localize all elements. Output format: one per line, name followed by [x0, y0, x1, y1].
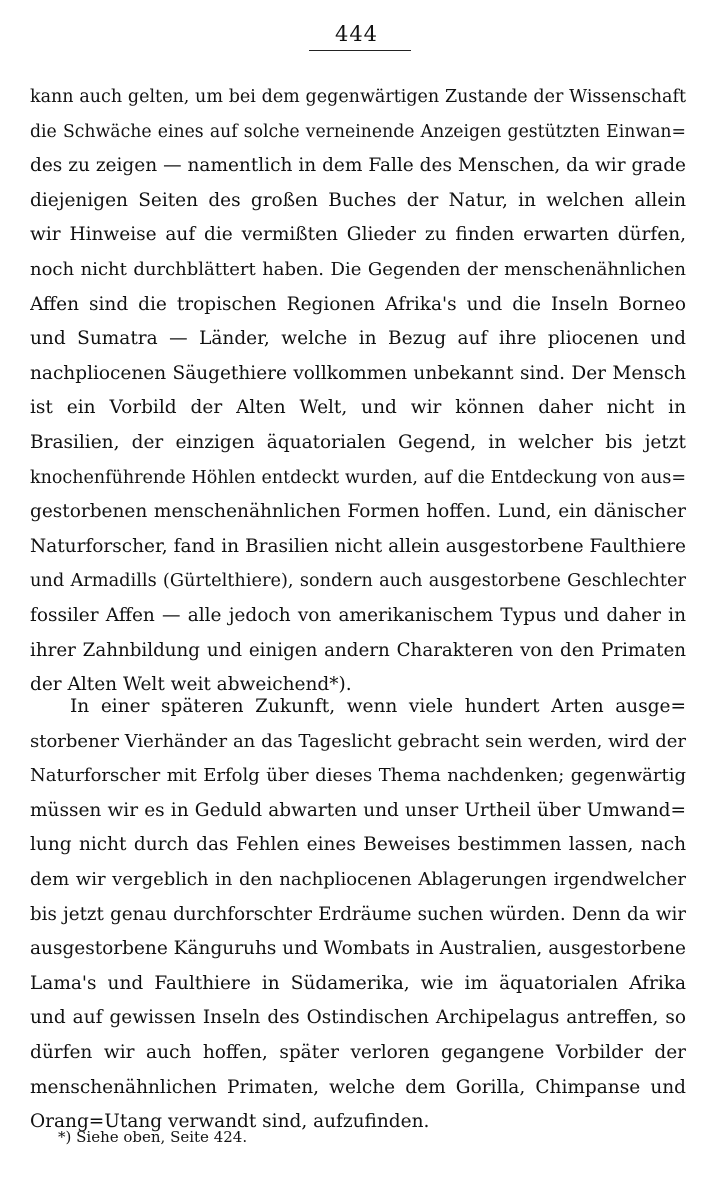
text-line: fossiler Affen — alle jedoch von amerikanischem Typus und daher in [30, 604, 686, 626]
text-line: nachpliocenen Säugethiere vollkommen unbekannt sind. Der Mensch [30, 362, 686, 384]
text-line: ihrer Zahnbildung und einigen andern Charakteren von den Primaten [30, 639, 686, 661]
text-line: noch nicht durchblättert haben. Die Gegenden der menschenähnlichen [30, 258, 686, 280]
text-line: der Alten Welt weit abweichend*). [30, 674, 352, 696]
text-line: ausgestorbene Känguruhs und Wombats in Australien, ausgestorbene [30, 938, 686, 960]
text-line: menschenähnlichen Primaten, welche dem Gorilla, Chimpanse und [30, 1076, 686, 1098]
text-line: die Schwäche eines auf solche verneinende Anzeigen gestützten Einwan= [30, 121, 686, 142]
paragraph-1 [30, 80, 686, 703]
text-line: In einer späteren Zukunft, wenn viele hundert Arten ausge= [70, 696, 686, 717]
text-line: dem wir vergeblich in den nachpliocenen Ablagerungen irgendwelcher [30, 868, 686, 890]
text-line: diejenigen Seiten des großen Buches der Natur, in welchen allein [30, 189, 686, 211]
page-number: 444 [334, 22, 379, 46]
text-line: Naturforscher, fand in Brasilien nicht allein ausgestorbene Faulthiere [30, 535, 686, 557]
text-line: ist ein Vorbild der Alten Welt, und wir können daher nicht in [30, 397, 686, 419]
text-line: des zu zeigen — namentlich in dem Falle des Menschen, da wir grade [30, 155, 686, 177]
text-line: Affen sind die tropischen Regionen Afrika's und die Inseln Borneo [30, 293, 686, 315]
text-line: Orang=Utang verwandt sind, aufzufinden. [30, 1111, 430, 1133]
text-line: dürfen wir auch hoffen, später verloren gegangene Vorbilder der [30, 1041, 686, 1063]
header-rule [309, 50, 411, 51]
text-line: knochenführende Höhlen entdeckt wurden, auf die Entdeckung von aus= [30, 467, 686, 488]
text-line: und auf gewissen Inseln des Ostindischen Archipelagus antreffen, so [30, 1007, 686, 1029]
text-line: gestorbenen menschenähnlichen Formen hoffen. Lund, ein dänischer [30, 501, 686, 523]
text-line: Brasilien, der einzigen äquatorialen Gegend, in welcher bis jetzt [30, 431, 686, 453]
text-line: Naturforscher mit Erfolg über dieses Thema nachdenken; gegenwärtig [30, 765, 686, 787]
text-line: storbener Vierhänder an das Tageslicht gebracht sein werden, wird der [30, 730, 686, 752]
text-line: bis jetzt genau durchforschter Erdräume suchen würden. Denn da wir [30, 903, 686, 925]
footnote: *) Siehe oben, Seite 424. [58, 1128, 248, 1146]
text-line: kann auch gelten, um bei dem gegenwärtigen Zustande der Wissenschaft [30, 87, 686, 107]
text-line: wir Hinweise auf die vermißten Glieder zu finden erwarten dürfen, [30, 224, 686, 246]
paragraph-2 [30, 690, 686, 1140]
text-line: lung nicht durch das Fehlen eines Beweises bestimmen lassen, nach [30, 834, 686, 856]
text-line: müssen wir es in Geduld abwarten und unser Urtheil über Umwand= [30, 799, 686, 821]
text-line: und Armadills (Gürtelthiere), sondern auch ausgestorbene Geschlechter [30, 571, 686, 592]
text-line: Lama's und Faulthiere in Südamerika, wie im äquatorialen Afrika [30, 972, 686, 994]
text-line: und Sumatra — Länder, welche in Bezug auf ihre pliocenen und [30, 328, 686, 350]
